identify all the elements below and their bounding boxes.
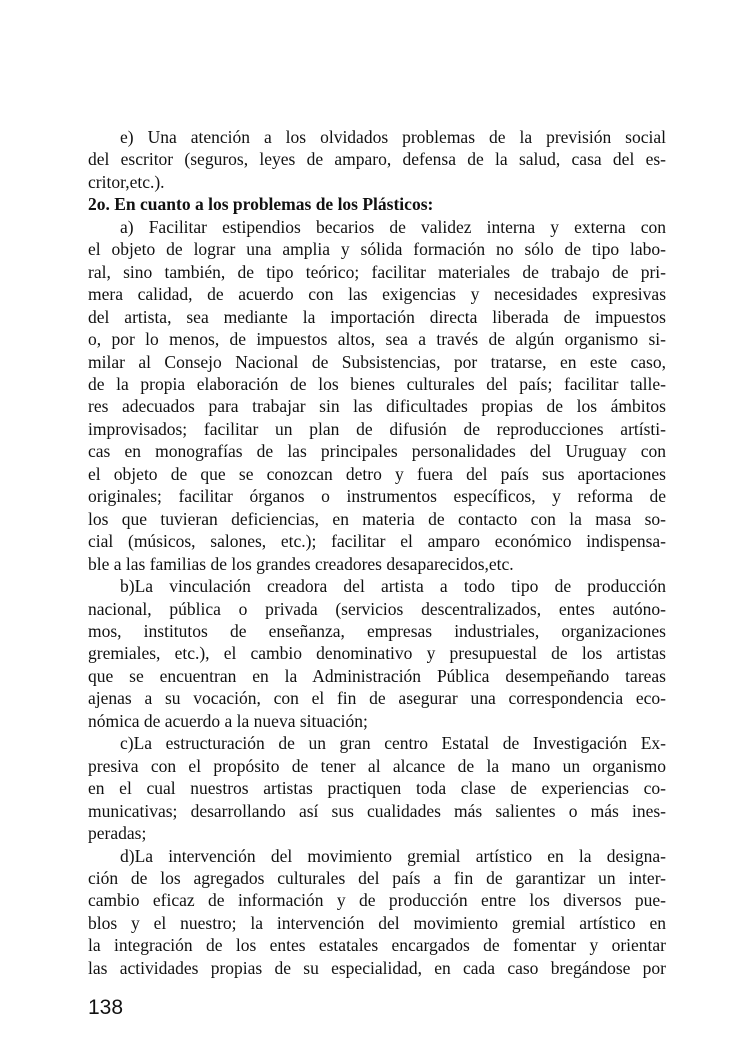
text-line: d)La intervención del movimiento gremial artístico en la designa-	[120, 845, 666, 866]
text-line: e) Una atención a los olvidados problemas de la previsión social	[120, 127, 666, 147]
text-line: del escritor (seguros, leyes de amparo, defensa de la salud, casa del es-	[88, 149, 666, 170]
text-line: cas en monografías de las principales personalidades del Uruguay con	[88, 441, 666, 462]
text-line: improvisados; facilitar un plan de difusión de reproducciones artísti-	[88, 418, 666, 439]
text-line: cambio eficaz de información y de producción entre los diversos pue-	[88, 890, 666, 911]
text-line: en el cual nuestros artistas practiquen toda clase de experiencias co-	[88, 778, 666, 799]
text-line: ble a las familias de los grandes creadores desaparecidos,etc.	[88, 553, 514, 574]
text-line: presiva con el propósito de tener al alcance de la mano un organismo	[88, 755, 666, 776]
text-line: peradas;	[88, 823, 147, 844]
text-line: de la propia elaboración de los bienes culturales del país; facilitar talle-	[88, 373, 666, 394]
text-line: originales; facilitar órganos o instrumentos específicos, y reforma de	[88, 486, 666, 507]
text-line: el objeto de lograr una amplia y sólida formación no sólo de tipo labo-	[88, 239, 666, 260]
text-line: ral, sino también, de tipo teórico; facilitar materiales de trabajo de pri-	[88, 261, 666, 282]
text-line: nómica de acuerdo a la nueva situación;	[88, 710, 368, 731]
page-number: 138	[88, 996, 124, 1019]
text-line: la integración de los entes estatales encargados de fomentar y orientar	[88, 935, 666, 956]
text-line: del artista, sea mediante la importación directa liberada de impuestos	[88, 306, 666, 327]
text-line: milar al Consejo Nacional de Subsistencias, por tratarse, en este caso,	[88, 351, 666, 372]
text-line: ción de los agregados culturales del país a fin de garantizar un inter-	[88, 867, 666, 888]
text-line: ajenas a su vocación, con el fin de asegurar una correspondencia eco-	[88, 688, 666, 709]
body-text	[88, 126, 666, 979]
text-line: que se encuentran en la Administración Pública desempeñando tareas	[88, 665, 666, 686]
text-line: municativas; desarrollando así sus cualidades más salientes o más ines-	[88, 800, 666, 821]
text-line: el objeto de que se conozcan detro y fuera del país sus aportaciones	[88, 463, 666, 484]
text-line: mos, institutos de enseñanza, empresas industriales, organizaciones	[88, 620, 666, 641]
text-line: b)La vinculación creadora del artista a todo tipo de producción	[120, 576, 666, 597]
text-line: las actividades propias de su especialidad, en cada caso bregándose por	[88, 957, 666, 978]
text-line: a) Facilitar estipendios becarios de validez interna y externa con	[120, 216, 666, 237]
text-line: o, por lo menos, de impuestos altos, sea a través de algún organismo si-	[88, 329, 666, 350]
text-line: los que tuvieran deficiencias, en materia de contacto con la masa so-	[88, 508, 666, 529]
text-line: nacional, pública o privada (servicios descentralizados, entes autóno-	[88, 598, 666, 619]
text-line: mera calidad, de acuerdo con las exigencias y necesidades expresivas	[88, 284, 666, 305]
text-line: blos y el nuestro; la intervención del movimiento gremial artístico en	[88, 912, 666, 933]
text-line: c)La estructuración de un gran centro Estatal de Investigación Ex-	[120, 733, 666, 754]
text-line: critor,etc.).	[88, 171, 165, 192]
section-heading: 2o. En cuanto a los problemas de los Plásticos:	[88, 194, 434, 215]
text-line: cial (músicos, salones, etc.); facilitar el amparo económico indispensa-	[88, 531, 666, 552]
text-line: res adecuados para trabajar sin las dificultades propias de los ámbitos	[88, 396, 666, 417]
text-line: gremiales, etc.), el cambio denominativo y presupuestal de los artistas	[88, 643, 666, 664]
